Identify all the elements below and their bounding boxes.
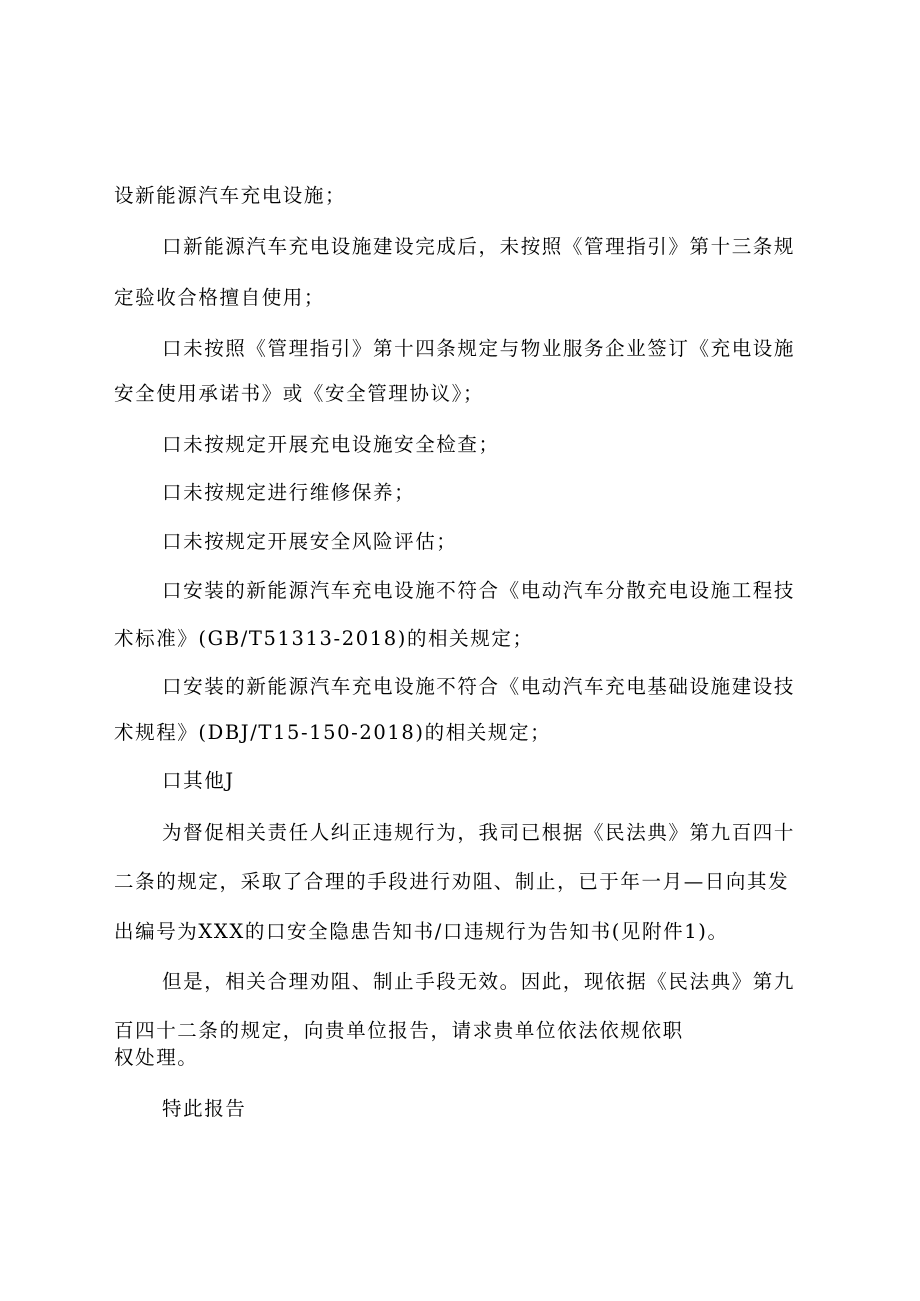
paragraph-report-line-1: 但是，相关合理劝阻、制止手段无效。因此，现依据《民法典》第九 <box>162 970 796 993</box>
checkbox-item-unaccepted-use-cont: 定验收合格擅自使用； <box>114 286 326 309</box>
checkbox-item-no-inspection: 口未按规定开展充电设施安全检查； <box>162 433 500 456</box>
checkbox-item-other: 口其他J <box>162 769 235 792</box>
checkbox-item-no-agreement: 口未按照《管理指引》第十四条规定与物业服务企业签订《充电设施 <box>162 337 796 360</box>
checkbox-item-unaccepted-use: 口新能源汽车充电设施建设完成后，未按照《管理指引》第十三条规 <box>162 235 796 258</box>
checkbox-item-no-agreement-cont: 安全使用承诺书》或《安全管理协议》； <box>114 382 485 405</box>
paragraph-report-line-2: 百四十二条的规定，向贵单位报告，请求贵单位依法依规依职 <box>114 1019 684 1042</box>
text-line-facility: 设新能源汽车充电设施； <box>114 184 347 207</box>
checkbox-item-dbj-standard: 口安装的新能源汽车充电设施不符合《电动汽车充电基础设施建设技 <box>162 675 796 698</box>
paragraph-report-line-3: 权处理。 <box>114 1046 199 1069</box>
closing-text: 特此报告 <box>162 1097 247 1120</box>
checkbox-item-no-risk-assessment: 口未按规定开展安全风险评估； <box>162 530 458 553</box>
checkbox-item-gb-standard: 口安装的新能源汽车充电设施不符合《电动汽车分散充电设施工程技 <box>162 579 796 602</box>
checkbox-item-no-maintenance: 口未按规定进行维修保养； <box>162 481 416 504</box>
paragraph-action-line-2: 二条的规定，采取了合理的手段进行劝阻、制止，已于年一月—日向其发 <box>114 870 790 893</box>
checkbox-item-gb-standard-cont: 术标准》(GB/T51313-2018)的相关规定； <box>114 627 534 650</box>
checkbox-item-dbj-standard-cont: 术规程》(DBJ/T15-150-2018)的相关规定； <box>114 721 552 744</box>
paragraph-action-line-3: 出编号为XXX的口安全隐患告知书/口违规行为告知书(见附件1)。 <box>114 920 729 943</box>
paragraph-action-line-1: 为督促相关责任人纠正违规行为，我司已根据《民法典》第九百四十 <box>162 821 796 844</box>
